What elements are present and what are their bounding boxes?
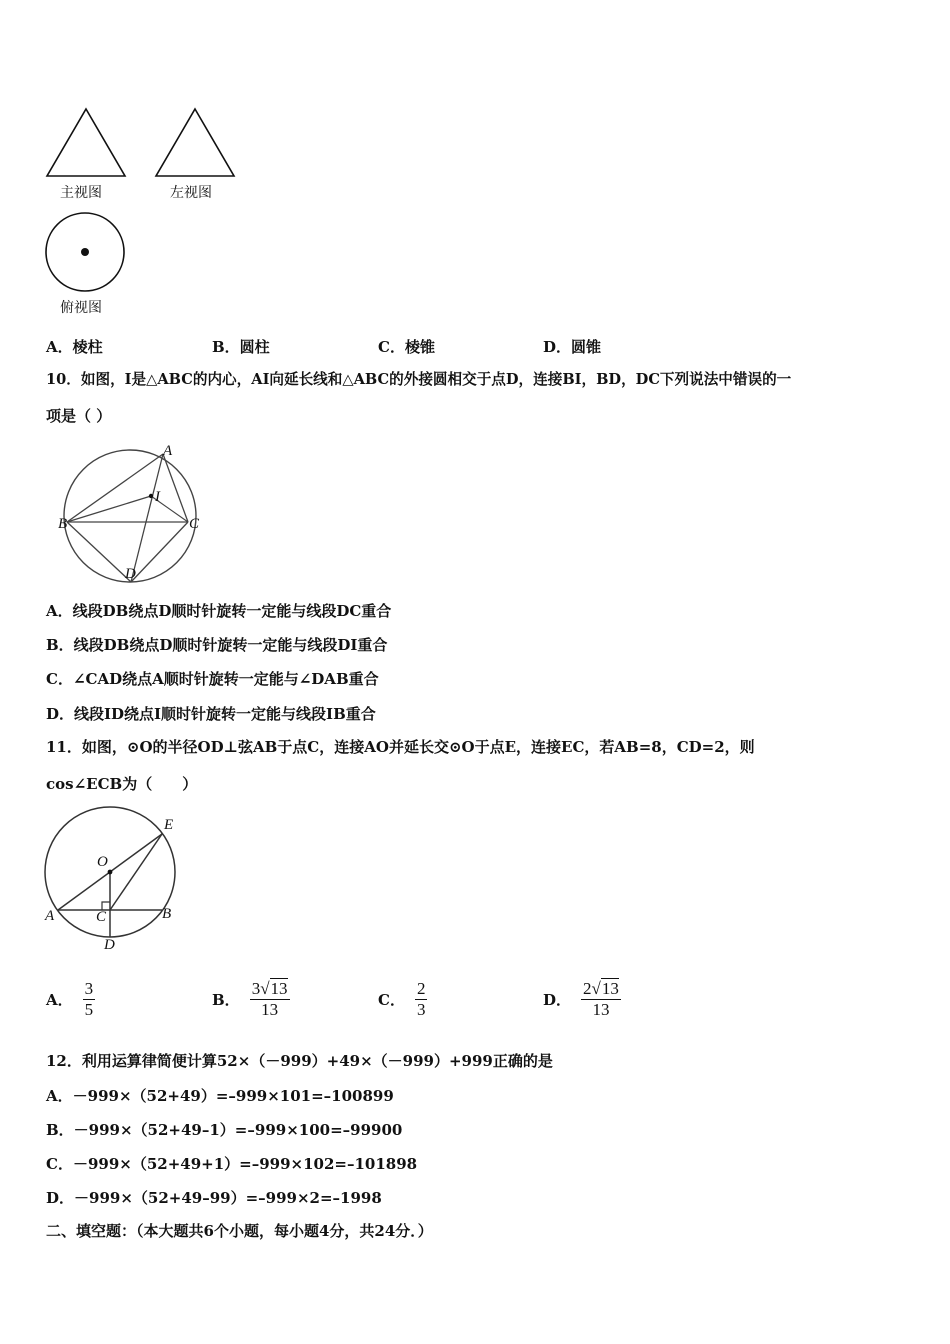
q11-option-a [46, 969, 95, 1029]
q11-option-b-denominator: 13 [261, 999, 279, 1019]
q10-label-c: C [189, 516, 200, 532]
q12-stem: 12．利用运算律简便计算52×（－999）+49×（－999）+999正确的是 [46, 1052, 553, 1070]
q11-option-b-coef: 3 [251, 978, 261, 998]
q11-stem-line2: cos∠ECB为（ ） [46, 775, 198, 793]
front-view-triangle [44, 106, 128, 180]
q10-option-a: A．线段DB绕点D顺时针旋转一定能与线段DC重合 [46, 602, 392, 620]
q11-option-c-letter: C． [378, 990, 405, 1009]
q11-option-c-fraction [415, 979, 428, 1020]
q10-label-d: D [125, 566, 136, 582]
q11-option-d-letter: D． [543, 990, 572, 1009]
q11-option-c-denominator: 3 [416, 999, 426, 1019]
section2-heading: 二、填空题：（本大题共6个小题，每小题4分，共24分．） [46, 1222, 433, 1240]
q10-option-d: D．线段ID绕点I顺时针旋转一定能与线段IB重合 [46, 705, 376, 723]
top-view-caption: 俯视图 [60, 300, 102, 316]
q10-label-a: A [163, 443, 173, 459]
q11-option-a-denominator: 5 [84, 999, 94, 1019]
q11-option-d-numerator [581, 979, 621, 1000]
q11-option-b [212, 969, 290, 1029]
front-view-caption: 主视图 [60, 185, 102, 201]
q9-option-b: B．圆柱 [212, 338, 270, 356]
q11-option-d-coef: 2 [583, 978, 592, 998]
sqrt-icon: √ [591, 978, 601, 998]
q12-option-c: C．－999×（52+49+1）=–999×102=–101898 [46, 1155, 418, 1173]
q9-option-a: A．棱柱 [46, 338, 103, 356]
q11-option-d-denominator: 13 [592, 999, 610, 1019]
q11-label-b: B [162, 906, 172, 922]
q10-option-c: C．∠CAD绕点A顺时针旋转一定能与∠DAB重合 [46, 670, 379, 688]
q11-label-d: D [104, 937, 115, 953]
q10-stem-line1: 10．如图，I是△ABC的内心，AI向延长线和△ABC的外接圆相交于点D，连接BI，BD，DC下列说法中错误的一 [46, 371, 792, 388]
q11-stem-line1: 11．如图，⊙O的半径OD⊥弦AB于点C，连接AO并延长交⊙O于点E，连接EC，若AB=8，CD=2，则 [46, 738, 755, 756]
q11-option-b-letter: B． [212, 990, 240, 1009]
q11-option-c-numerator: 2 [416, 978, 426, 998]
q10-stem-line2: 项是（ ） [46, 407, 112, 425]
q11-option-d [543, 969, 621, 1029]
q10-label-b: B [58, 516, 68, 532]
q10-option-b: B．线段DB绕点D顺时针旋转一定能与线段DI重合 [46, 636, 388, 654]
q10-label-i: I [155, 489, 160, 505]
q11-option-d-fraction [581, 979, 621, 1020]
q11-option-b-radicand: 13 [270, 978, 288, 998]
q12-option-d: D．－999×（52+49–99）=–999×2=–1998 [46, 1189, 382, 1207]
q11-option-a-letter: A． [46, 990, 73, 1009]
top-view-circle [43, 210, 127, 294]
q12-option-b: B．－999×（52+49–1）=–999×100=–99900 [46, 1121, 403, 1139]
q11-label-a: A [45, 908, 55, 924]
q11-option-d-radicand: 13 [601, 978, 619, 998]
q11-label-o: O [97, 854, 108, 870]
q11-option-b-fraction [250, 979, 290, 1020]
q11-option-c [378, 969, 427, 1029]
q9-option-d: D．圆锥 [543, 338, 602, 356]
side-view-triangle [153, 106, 237, 180]
q11-option-a-fraction [83, 979, 96, 1020]
q11-label-e: E [164, 817, 174, 833]
sqrt-icon: √ [260, 978, 270, 998]
q11-option-a-numerator: 3 [84, 978, 94, 998]
side-view-caption: 左视图 [170, 185, 212, 201]
q12-option-a: A．－999×（52+49）=–999×101=–100899 [46, 1087, 394, 1105]
q9-option-c: C．棱锥 [378, 338, 435, 356]
q11-label-c: C [96, 909, 107, 925]
q11-option-b-numerator [250, 979, 290, 1000]
